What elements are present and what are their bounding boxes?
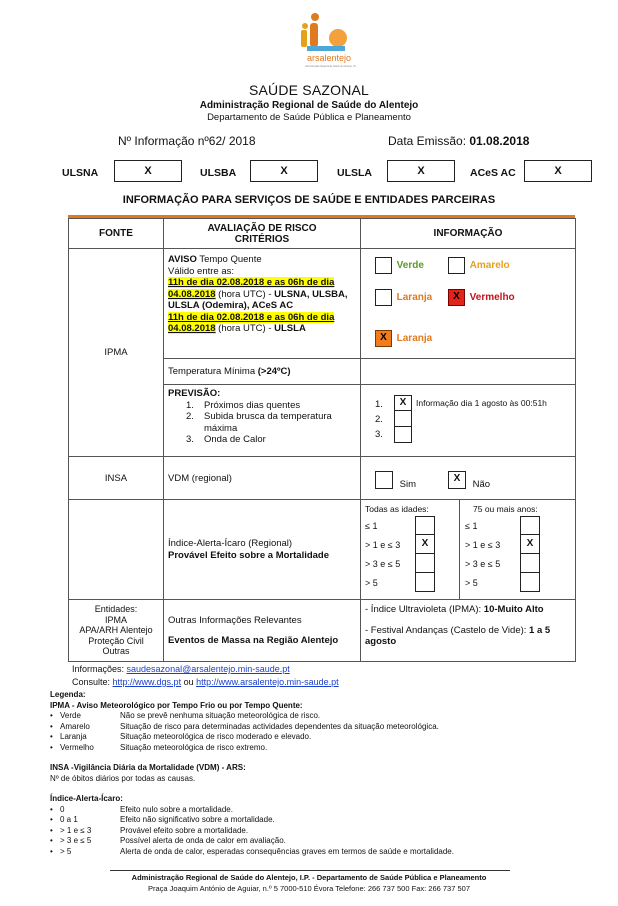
icaro-75-rows [465, 517, 500, 593]
period2-regions: ULSLA [274, 323, 306, 334]
label-verde: Verde [396, 260, 424, 272]
col-informacao: INFORMAÇÃO [361, 219, 576, 249]
icaro-divider [459, 500, 460, 599]
logo-text: arsalentejo [307, 53, 352, 63]
prev-box-2 [394, 411, 412, 427]
period2-highlight-b: 04.08.2018 [168, 323, 216, 334]
unit-box-ulsla: X [387, 160, 455, 182]
previsao-item-1-text: Próximos dias quentes [204, 399, 301, 411]
checkbox-vermelho: X [448, 289, 465, 306]
prev-num-2: 2. [375, 414, 383, 425]
col-fonte: FONTE [69, 219, 164, 249]
legend-insa-text: Nº de óbitos diários por todas as causas. [50, 773, 196, 783]
ars-link[interactable]: http://www.arsalentejo.min-saude.pt [196, 677, 339, 687]
period1-highlight-b: 04.08.2018 [168, 288, 216, 300]
entidades-line-5: Outras [102, 646, 130, 657]
insa-info [361, 457, 576, 500]
icaro-75-row-4: > 5 [465, 578, 478, 588]
previsao-info [361, 385, 576, 457]
level-laranja-2 [375, 330, 432, 347]
checkbox-laranja [375, 289, 392, 306]
unit-box-ulsba: X [250, 160, 318, 182]
fonte-icaro [69, 500, 164, 600]
col-avaliacao-line2: CRITÉRIOS [234, 233, 290, 245]
previsao-item-2-text: Subida brusca da temperatura máxima [204, 411, 332, 434]
unit-label-aces: ACeS AC [470, 167, 516, 179]
dgs-link[interactable]: http://www.dgs.pt [112, 677, 182, 687]
logo-tagline: Administração Regional de Saúde do Alentejo, I.P. [305, 66, 357, 68]
icaro-criteria-2: Provável Efeito sobre a Mortalidade [168, 549, 330, 561]
insa-nao [448, 471, 490, 489]
uv-info [365, 604, 571, 615]
prev-num-1: 1. [375, 399, 383, 410]
temp-label: Temperatura Mínima [168, 366, 258, 377]
icaro-75-boxes [520, 516, 540, 592]
legend-ipma-item: • Laranja Situação meteorológica de risco moderado e elevado. [50, 732, 312, 741]
label-amarelo: Amarelo [469, 260, 510, 272]
aviso-bold: AVISO [168, 254, 197, 265]
legend-icaro-item: • > 5 Alerta de onda de calor, esperadas consequências graves em termos de saúde e mortalidade. [50, 846, 454, 856]
festival-label: - Festival Andanças (Castelo de Vide): [365, 625, 530, 636]
prev-num-3: 3. [375, 429, 383, 440]
unit-box-aces: X [524, 160, 592, 182]
prev-box-3 [394, 427, 412, 443]
prev-box-1: X [394, 395, 412, 411]
fonte-entidades [69, 600, 164, 662]
icaro-75-title: 75 ou mais anos: [473, 504, 538, 514]
aviso-rest: Tempo Quente [196, 254, 262, 265]
icaro-info [361, 500, 576, 600]
valido-text: Válido entre as: [168, 265, 235, 277]
icaro-todas-row-1: ≤ 1 [365, 521, 378, 531]
entidades-criteria-1: Outras Informações Relevantes [168, 614, 302, 626]
legend-title: Legenda: [50, 690, 86, 699]
legend-icaro-item: • 0 Efeito nulo sobre a mortalidade. [50, 804, 233, 814]
icaro-todas-row-4: > 5 [365, 578, 378, 588]
ou-text: ou [181, 677, 197, 687]
icaro-75-box-1 [520, 516, 540, 535]
icaro-75-row-2: > 1 e ≤ 3 [465, 540, 501, 550]
level-amarelo [448, 257, 510, 274]
legend-insa-title: INSA -Vigilância Diária da Mortalidade (VDM) - ARS: [50, 763, 246, 772]
ipma-levels [361, 249, 576, 359]
entidades-line-4: Proteção Civil [88, 635, 144, 646]
icaro-75-box-3 [520, 554, 540, 573]
fonte-insa: INSA [69, 457, 164, 500]
label-vermelho: Vermelho [469, 292, 515, 304]
contact-info-label: Informações: [72, 664, 127, 674]
icaro-todas-box-3 [415, 554, 435, 573]
unit-label-ulsna: ULSNA [62, 167, 99, 179]
info-number: Nº Informação nº62/ 2018 [118, 134, 256, 148]
uv-value: 10-Muito Alto [483, 604, 544, 615]
icaro-75-box-4 [520, 573, 540, 592]
consulte-label: Consulte: [72, 677, 113, 687]
previsao-item-3-text: Onda de Calor [204, 434, 266, 445]
previsao-title: PREVISÃO: [168, 388, 221, 399]
level-verde [375, 257, 424, 274]
period1-regions: ULSNA, ULSBA, ULSLA (Odemira), ACeS AC [168, 288, 348, 311]
label-sim: Sim [399, 478, 417, 490]
ipma-aviso [164, 249, 361, 359]
previsao-item-3: 3. Onda de Calor [186, 434, 266, 445]
legend-ipma-item: • Verde Não se prevê nenhuma situação meteorológica de risco. [50, 711, 321, 720]
legend-icaro-title: Índice-Alerta-Ícaro: [50, 794, 123, 803]
emission-date [388, 134, 529, 148]
previsao-numbers [375, 397, 383, 442]
previsao-item-1: 1. Próximos dias quentes [186, 399, 301, 411]
period1-highlight-a: 11h de dia 02.08.2018 e as 06h de dia [168, 277, 335, 288]
footer-line-2: Praça Joaquim António de Aguiar, n.º 5 7000-510 Évora Telefone: 266 737 500 Fax: 266 737 507 [147, 884, 470, 893]
risk-table [68, 218, 576, 662]
festival-value: 1 a 5 agosto [365, 625, 551, 647]
label-laranja-2: Laranja [396, 333, 433, 345]
temp-value: (>24ºC) [257, 366, 291, 377]
icaro-todas-box-1 [415, 516, 435, 535]
checkbox-verde [375, 257, 392, 274]
icaro-todas-box-2: X [415, 535, 435, 554]
icaro-todas-row-2: > 1 e ≤ 3 [365, 540, 401, 550]
temp-minima [164, 359, 361, 385]
period2-utc: (hora UTC) - [215, 323, 275, 334]
insa-sim [375, 471, 416, 489]
footer-line-1: Administração Regional de Saúde do Alentejo, I.P. - Departamento de Saúde Pública e Planeamento [131, 873, 487, 882]
checkbox-amarelo [448, 257, 465, 274]
legend-ipma-title: IPMA - Aviso Meteorológico por Tempo Frio ou por Tempo Quente: [50, 700, 303, 710]
contact-info [72, 664, 290, 674]
icaro-todas-row-3: > 3 e ≤ 5 [365, 559, 401, 569]
emission-value: 01.08.2018 [469, 134, 530, 148]
icaro-75-row-3: > 3 e ≤ 5 [465, 559, 501, 569]
icaro-criteria-1: Índice-Alerta-Ícaro (Regional) [168, 537, 293, 549]
previsao-item-2: 2. Subida brusca da temperatura máxima [168, 411, 356, 434]
checkbox-nao: X [448, 471, 466, 489]
icaro-criteria [164, 500, 361, 600]
page-title: SAÚDE SAZONAL [248, 82, 370, 98]
level-vermelho [448, 289, 515, 306]
festival-info [365, 625, 571, 647]
insa-criteria: VDM (regional) [164, 457, 361, 500]
previsao-boxes [394, 395, 412, 443]
previsao [164, 385, 361, 457]
label-laranja: Laranja [396, 292, 433, 304]
fonte-ipma: IPMA [69, 249, 164, 457]
unit-label-ulsba: ULSBA [200, 167, 237, 179]
previsao-info-text: Informação dia 1 agosto às 00:51h [416, 398, 547, 408]
legend [50, 690, 454, 857]
legend-icaro-item: • > 3 e ≤ 5 Possível alerta de onda de calor em avaliação. [50, 836, 286, 845]
unit-label-ulsla: ULSLA [337, 167, 372, 179]
ars-logo [285, 8, 357, 74]
entidades-info [361, 600, 576, 662]
icaro-todas-title: Todas as idades: [365, 504, 429, 514]
legend-icaro-item: • > 1 e ≤ 3 Provável efeito sobre a mortalidade. [50, 825, 249, 835]
label-nao: Não [472, 478, 491, 490]
icaro-todas-boxes [415, 516, 435, 592]
legend-ipma-item: • Vermelho Situação meteorológica de risco extremo. [50, 742, 268, 752]
col-avaliacao-line1: AVALIAÇÃO DE RISCO [207, 222, 317, 234]
icaro-todas-box-4 [415, 573, 435, 592]
temp-info [361, 359, 576, 385]
icaro-75-row-1: ≤ 1 [465, 521, 478, 531]
entidades-criteria [164, 600, 361, 662]
legend-icaro-item: • 0 a 1 Efeito não significativo sobre a mortalidade. [50, 815, 275, 824]
entidades-line-3: APA/ARH Alentejo [79, 625, 153, 636]
level-laranja [375, 289, 432, 306]
section-heading: INFORMAÇÃO PARA SERVIÇOS DE SAÚDE E ENTIDADES PARCEIRAS [122, 194, 496, 206]
legend-ipma-item: • Amarelo Situação de risco para determinadas actividades dependentes da situação meteorológica. [50, 721, 439, 731]
unit-box-ulsna: X [114, 160, 182, 182]
entidades-criteria-2: Eventos de Massa na Região Alentejo [168, 634, 339, 646]
col-avaliacao [164, 219, 361, 249]
contact-email-link[interactable]: saudesazonal@arsalentejo.min-saude.pt [126, 664, 290, 674]
dept-name: Departamento de Saúde Pública e Planeamento [207, 112, 411, 123]
icaro-75-box-2: X [520, 535, 540, 554]
checkbox-sim [375, 471, 393, 489]
entidades-line-2: IPMA [104, 614, 127, 625]
uv-label: - Índice Ultravioleta (IPMA): [365, 604, 484, 615]
checkbox-laranja-2: X [375, 330, 392, 347]
org-name: Administração Regional de Saúde do Alentejo [199, 100, 419, 111]
period2-highlight-a: 11h de dia 02.08.2018 e as 06h de dia [168, 311, 335, 323]
icaro-todas-rows [365, 517, 400, 593]
period1-utc: (hora UTC) - [215, 288, 275, 300]
footer-divider [110, 870, 510, 871]
consulte-row [72, 677, 339, 687]
emission-label: Data Emissão: [388, 134, 467, 148]
entidades-line-1: Entidades: [94, 604, 138, 615]
